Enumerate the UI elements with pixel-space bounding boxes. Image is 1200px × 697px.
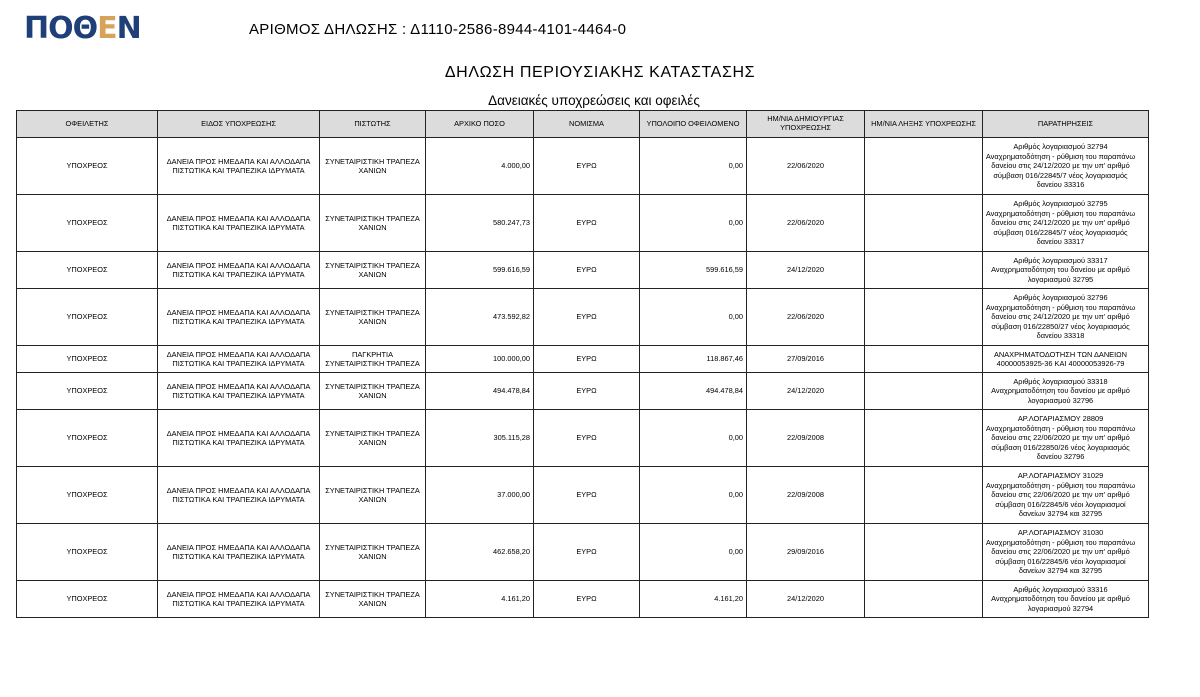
cell-initial-amount: 4.161,20 <box>426 581 534 618</box>
cell-created: 22/06/2020 <box>747 289 865 346</box>
cell-remarks: Αριθμός λογαριασμού 32795 Αναχρηματοδότηση - ρύθμιση του παραπάνω δανείου στις 24/12/2020 με την υπ' αριθμό σύμβαση 016/22845/7 νέος λογαριασμός δανείου 33317 <box>983 195 1149 252</box>
loans-table <box>16 110 1149 618</box>
col-created: ΗΜ/ΝΙΑ ΔΗΜΙΟΥΡΓΙΑΣ ΥΠΟΧΡΕΩΣΗΣ <box>747 111 865 138</box>
cell-remarks: Αριθμός λογαριασμού 32794 Αναχρηματοδότηση - ρύθμιση του παραπάνω δανείου στις 24/12/2020 με την υπ' αριθμό σύμβαση 016/22845/7 νέος λογαριασμός δανείου 33316 <box>983 138 1149 195</box>
table-row <box>17 195 1149 252</box>
cell-initial-amount: 494.478,84 <box>426 373 534 410</box>
cell-debtor: ΥΠΟΧΡΕΟΣ <box>17 252 158 289</box>
cell-creditor: ΣΥΝΕΤΑΙΡΙΣΤΙΚΗ ΤΡΑΠΕΖΑ ΧΑΝΙΩΝ <box>320 410 426 467</box>
col-remarks: ΠΑΡΑΤΗΡΗΣΕΙΣ <box>983 111 1149 138</box>
declaration-label: ΑΡΙΘΜΟΣ ΔΗΛΩΣΗΣ : <box>249 21 407 38</box>
cell-debtor: ΥΠΟΧΡΕΟΣ <box>17 410 158 467</box>
cell-type: ΔΑΝΕΙΑ ΠΡΟΣ ΗΜΕΔΑΠΑ ΚΑΙ ΑΛΛΟΔΑΠΑ ΠΙΣΤΩΤΙΚΑ ΚΑΙ ΤΡΑΠΕΖΙΚΑ ΙΔΡΥΜΑΤΑ <box>158 195 320 252</box>
cell-created: 27/09/2016 <box>747 346 865 373</box>
cell-balance: 0,00 <box>640 195 747 252</box>
cell-initial-amount: 100.000,00 <box>426 346 534 373</box>
cell-balance: 0,00 <box>640 410 747 467</box>
cell-initial-amount: 4.000,00 <box>426 138 534 195</box>
section-subtitle: Δανειακές υποχρεώσεις και οφειλές <box>488 93 700 108</box>
table-row <box>17 373 1149 410</box>
table-row <box>17 410 1149 467</box>
cell-created: 24/12/2020 <box>747 252 865 289</box>
cell-balance: 494.478,84 <box>640 373 747 410</box>
cell-debtor: ΥΠΟΧΡΕΟΣ <box>17 581 158 618</box>
cell-expiry <box>865 373 983 410</box>
cell-created: 22/06/2020 <box>747 195 865 252</box>
cell-remarks: Αριθμός λογαριασμού 32796 Αναχρηματοδότηση - ρύθμιση του παραπάνω δανείου στις 24/12/2020 με την υπ' αριθμό σύμβαση 016/22850/27 νέος λογαριασμός δανείου 33318 <box>983 289 1149 346</box>
cell-currency: ΕΥΡΩ <box>534 524 640 581</box>
declaration-value: Δ1110-2586-8944-4101-4464-0 <box>410 21 627 38</box>
cell-creditor: ΣΥΝΕΤΑΙΡΙΣΤΙΚΗ ΤΡΑΠΕΖΑ ΧΑΝΙΩΝ <box>320 252 426 289</box>
cell-type: ΔΑΝΕΙΑ ΠΡΟΣ ΗΜΕΔΑΠΑ ΚΑΙ ΑΛΛΟΔΑΠΑ ΠΙΣΤΩΤΙΚΑ ΚΑΙ ΤΡΑΠΕΖΙΚΑ ΙΔΡΥΜΑΤΑ <box>158 252 320 289</box>
cell-debtor: ΥΠΟΧΡΕΟΣ <box>17 289 158 346</box>
table-row <box>17 581 1149 618</box>
cell-created: 29/09/2016 <box>747 524 865 581</box>
cell-initial-amount: 305.115,28 <box>426 410 534 467</box>
cell-debtor: ΥΠΟΧΡΕΟΣ <box>17 138 158 195</box>
cell-type: ΔΑΝΕΙΑ ΠΡΟΣ ΗΜΕΔΑΠΑ ΚΑΙ ΑΛΛΟΔΑΠΑ ΠΙΣΤΩΤΙΚΑ ΚΑΙ ΤΡΑΠΕΖΙΚΑ ΙΔΡΥΜΑΤΑ <box>158 138 320 195</box>
col-currency: ΝΟΜΙΣΜΑ <box>534 111 640 138</box>
cell-type: ΔΑΝΕΙΑ ΠΡΟΣ ΗΜΕΔΑΠΑ ΚΑΙ ΑΛΛΟΔΑΠΑ ΠΙΣΤΩΤΙΚΑ ΚΑΙ ΤΡΑΠΕΖΙΚΑ ΙΔΡΥΜΑΤΑ <box>158 410 320 467</box>
cell-balance: 118.867,46 <box>640 346 747 373</box>
cell-balance: 599.616,59 <box>640 252 747 289</box>
cell-initial-amount: 473.592,82 <box>426 289 534 346</box>
cell-balance: 0,00 <box>640 467 747 524</box>
cell-type: ΔΑΝΕΙΑ ΠΡΟΣ ΗΜΕΔΑΠΑ ΚΑΙ ΑΛΛΟΔΑΠΑ ΠΙΣΤΩΤΙΚΑ ΚΑΙ ΤΡΑΠΕΖΙΚΑ ΙΔΡΥΜΑΤΑ <box>158 581 320 618</box>
cell-currency: ΕΥΡΩ <box>534 138 640 195</box>
table-header-row <box>17 111 1149 138</box>
col-initial-amount: ΑΡΧΙΚΟ ΠΟΣΟ <box>426 111 534 138</box>
cell-created: 24/12/2020 <box>747 581 865 618</box>
cell-balance: 0,00 <box>640 289 747 346</box>
cell-currency: ΕΥΡΩ <box>534 289 640 346</box>
cell-debtor: ΥΠΟΧΡΕΟΣ <box>17 373 158 410</box>
cell-creditor: ΣΥΝΕΤΑΙΡΙΣΤΙΚΗ ΤΡΑΠΕΖΑ ΧΑΝΙΩΝ <box>320 195 426 252</box>
cell-creditor: ΣΥΝΕΤΑΙΡΙΣΤΙΚΗ ΤΡΑΠΕΖΑ ΧΑΝΙΩΝ <box>320 581 426 618</box>
table-row <box>17 138 1149 195</box>
cell-currency: ΕΥΡΩ <box>534 410 640 467</box>
cell-remarks: ΑΡ.ΛΟΓΑΡΙΑΣΜΟΥ 31030 Αναχρηματοδότηση - ρύθμιση του παραπάνω δανείου στις 22/06/2020 με την υπ' αριθμό σύμβαση 016/22845/6 νέοι λογαριασμοί δανείων 32794 και 32795 <box>983 524 1149 581</box>
cell-currency: ΕΥΡΩ <box>534 346 640 373</box>
col-expiry: ΗΜ/ΝΙΑ ΛΗΞΗΣ ΥΠΟΧΡΕΩΣΗΣ <box>865 111 983 138</box>
cell-currency: ΕΥΡΩ <box>534 467 640 524</box>
cell-debtor: ΥΠΟΧΡΕΟΣ <box>17 195 158 252</box>
cell-expiry <box>865 346 983 373</box>
page-title: ΔΗΛΩΣΗ ΠΕΡΙΟΥΣΙΑΚΗΣ ΚΑΤΑΣΤΑΣΗΣ <box>444 64 756 81</box>
col-debtor: ΟΦΕΙΛΕΤΗΣ <box>17 111 158 138</box>
cell-expiry <box>865 195 983 252</box>
cell-expiry <box>865 524 983 581</box>
cell-type: ΔΑΝΕΙΑ ΠΡΟΣ ΗΜΕΔΑΠΑ ΚΑΙ ΑΛΛΟΔΑΠΑ ΠΙΣΤΩΤΙΚΑ ΚΑΙ ΤΡΑΠΕΖΙΚΑ ΙΔΡΥΜΑΤΑ <box>158 289 320 346</box>
cell-expiry <box>865 467 983 524</box>
declaration-number <box>249 21 626 38</box>
cell-expiry <box>865 138 983 195</box>
cell-expiry <box>865 252 983 289</box>
cell-remarks: ΑΝΑΧΡΗΜΑΤΟΔΟΤΗΣΗ ΤΩΝ ΔΑΝΕΙΩΝ 40000053925-36 ΚΑΙ 40000053926-79 <box>983 346 1149 373</box>
cell-balance: 0,00 <box>640 524 747 581</box>
cell-remarks: ΑΡ.ΛΟΓΑΡΙΑΣΜΟΥ 31029 Αναχρηματοδότηση - ρύθμιση του παραπάνω δανείου στις 22/06/2020 με την υπ' αριθμό σύμβαση 016/22845/6 νέοι λογαριασμοί δανείων 32794 και 32795 <box>983 467 1149 524</box>
cell-expiry <box>865 581 983 618</box>
table-row <box>17 467 1149 524</box>
cell-currency: ΕΥΡΩ <box>534 195 640 252</box>
cell-remarks: ΑΡ.ΛΟΓΑΡΙΑΣΜΟΥ 28809 Αναχρηματοδότηση - ρύθμιση του παραπάνω δανείου στις 22/06/2020 με την υπ' αριθμό σύμβαση 016/22850/26 νέος λογαριασμός δανείου 32796 <box>983 410 1149 467</box>
cell-creditor: ΣΥΝΕΤΑΙΡΙΣΤΙΚΗ ΤΡΑΠΕΖΑ ΧΑΝΙΩΝ <box>320 524 426 581</box>
pothen-logo: ΠΟΘΕΝ <box>24 11 141 46</box>
cell-currency: ΕΥΡΩ <box>534 252 640 289</box>
cell-creditor: ΣΥΝΕΤΑΙΡΙΣΤΙΚΗ ΤΡΑΠΕΖΑ ΧΑΝΙΩΝ <box>320 373 426 410</box>
cell-created: 22/09/2008 <box>747 467 865 524</box>
cell-balance: 4.161,20 <box>640 581 747 618</box>
cell-creditor: ΠΑΓΚΡΗΤΙΑ ΣΥΝΕΤΑΙΡΙΣΤΙΚΗ ΤΡΑΠΕΖΑ <box>320 346 426 373</box>
cell-initial-amount: 580.247,73 <box>426 195 534 252</box>
cell-creditor: ΣΥΝΕΤΑΙΡΙΣΤΙΚΗ ΤΡΑΠΕΖΑ ΧΑΝΙΩΝ <box>320 138 426 195</box>
table-row <box>17 524 1149 581</box>
cell-currency: ΕΥΡΩ <box>534 581 640 618</box>
cell-type: ΔΑΝΕΙΑ ΠΡΟΣ ΗΜΕΔΑΠΑ ΚΑΙ ΑΛΛΟΔΑΠΑ ΠΙΣΤΩΤΙΚΑ ΚΑΙ ΤΡΑΠΕΖΙΚΑ ΙΔΡΥΜΑΤΑ <box>158 373 320 410</box>
cell-creditor: ΣΥΝΕΤΑΙΡΙΣΤΙΚΗ ΤΡΑΠΕΖΑ ΧΑΝΙΩΝ <box>320 289 426 346</box>
cell-currency: ΕΥΡΩ <box>534 373 640 410</box>
col-type: ΕΙΔΟΣ ΥΠΟΧΡΕΩΣΗΣ <box>158 111 320 138</box>
table-row <box>17 289 1149 346</box>
cell-remarks: Αριθμός λογαριασμού 33316 Αναχρηματοδότηση του δανείου με αριθμό λογαριασμού 32794 <box>983 581 1149 618</box>
table-row <box>17 346 1149 373</box>
col-creditor: ΠΙΣΤΩΤΗΣ <box>320 111 426 138</box>
cell-initial-amount: 599.616,59 <box>426 252 534 289</box>
cell-debtor: ΥΠΟΧΡΕΟΣ <box>17 524 158 581</box>
cell-creditor: ΣΥΝΕΤΑΙΡΙΣΤΙΚΗ ΤΡΑΠΕΖΑ ΧΑΝΙΩΝ <box>320 467 426 524</box>
cell-type: ΔΑΝΕΙΑ ΠΡΟΣ ΗΜΕΔΑΠΑ ΚΑΙ ΑΛΛΟΔΑΠΑ ΠΙΣΤΩΤΙΚΑ ΚΑΙ ΤΡΑΠΕΖΙΚΑ ΙΔΡΥΜΑΤΑ <box>158 467 320 524</box>
table-row <box>17 252 1149 289</box>
cell-expiry <box>865 410 983 467</box>
cell-debtor: ΥΠΟΧΡΕΟΣ <box>17 467 158 524</box>
cell-remarks: Αριθμός λογαριασμού 33317 Αναχρηματοδότηση του δανείου με αριθμό λογαριασμού 32795 <box>983 252 1149 289</box>
cell-initial-amount: 462.658,20 <box>426 524 534 581</box>
cell-created: 22/06/2020 <box>747 138 865 195</box>
cell-type: ΔΑΝΕΙΑ ΠΡΟΣ ΗΜΕΔΑΠΑ ΚΑΙ ΑΛΛΟΔΑΠΑ ΠΙΣΤΩΤΙΚΑ ΚΑΙ ΤΡΑΠΕΖΙΚΑ ΙΔΡΥΜΑΤΑ <box>158 346 320 373</box>
cell-balance: 0,00 <box>640 138 747 195</box>
cell-created: 24/12/2020 <box>747 373 865 410</box>
col-balance: ΥΠΟΛΟΙΠΟ ΟΦΕΙΛΟΜΕΝΟ <box>640 111 747 138</box>
cell-debtor: ΥΠΟΧΡΕΟΣ <box>17 346 158 373</box>
cell-remarks: Αριθμός λογαριασμού 33318 Αναχρηματοδότηση του δανείου με αριθμό λογαριασμού 32796 <box>983 373 1149 410</box>
cell-expiry <box>865 289 983 346</box>
cell-initial-amount: 37.000,00 <box>426 467 534 524</box>
cell-type: ΔΑΝΕΙΑ ΠΡΟΣ ΗΜΕΔΑΠΑ ΚΑΙ ΑΛΛΟΔΑΠΑ ΠΙΣΤΩΤΙΚΑ ΚΑΙ ΤΡΑΠΕΖΙΚΑ ΙΔΡΥΜΑΤΑ <box>158 524 320 581</box>
cell-created: 22/09/2008 <box>747 410 865 467</box>
